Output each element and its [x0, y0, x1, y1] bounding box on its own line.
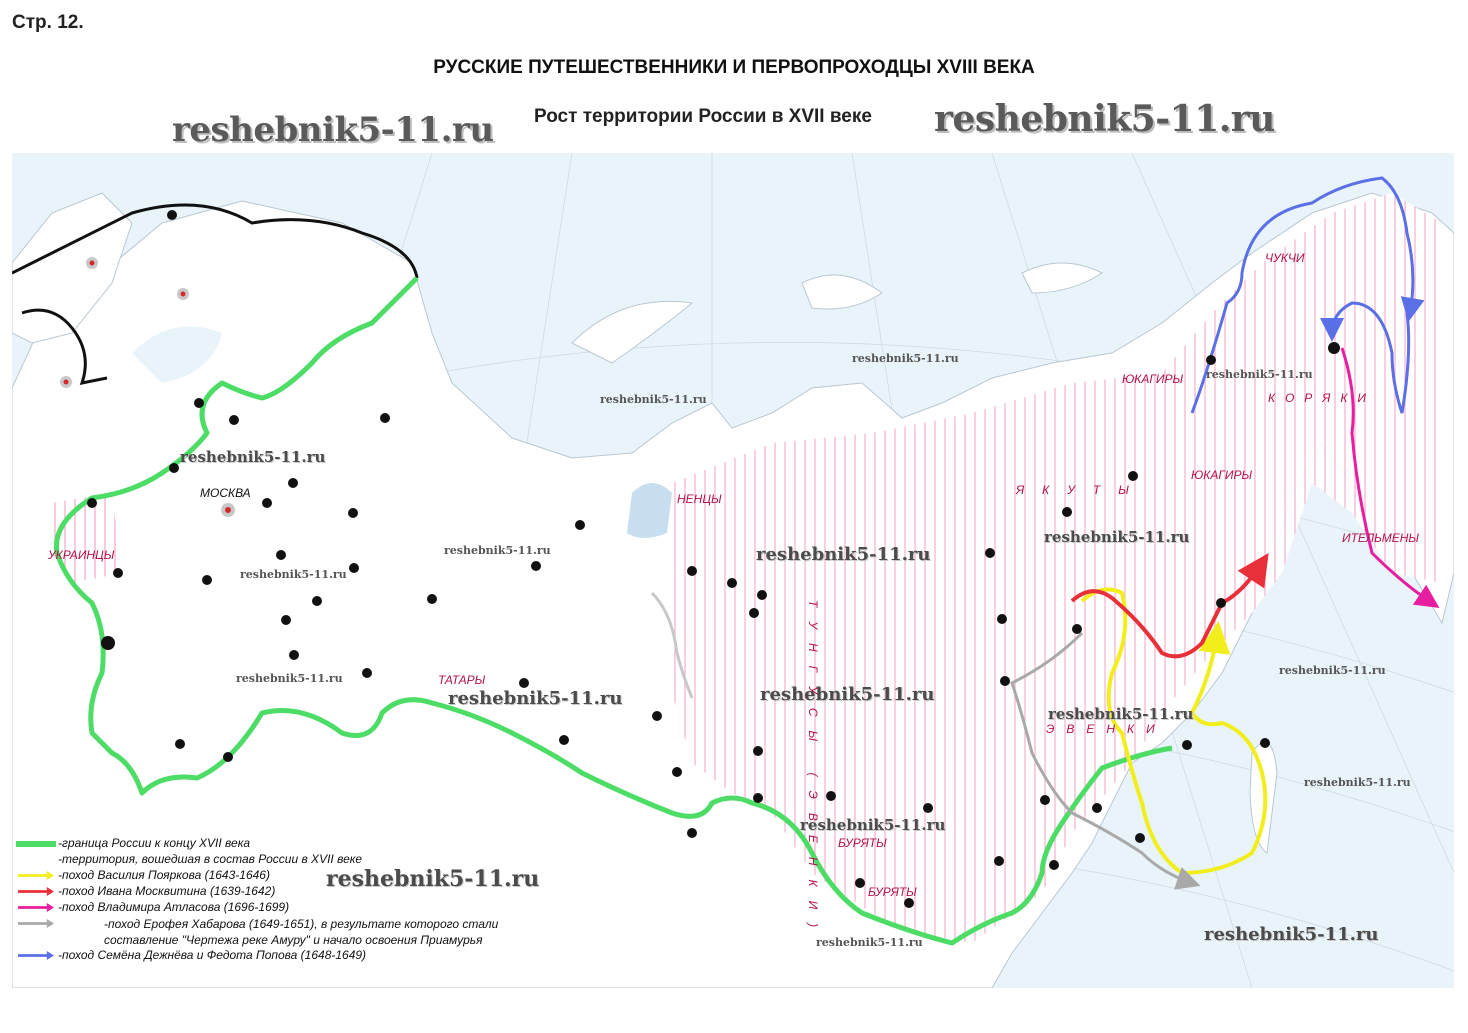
settlement-dot [427, 594, 437, 604]
legend-khabarov: -поход Ерофея Хабарова (1649-1651), в результате которого стали составление "Чертежа реке Амуру" и начало освоения Приамурья [12, 916, 532, 948]
legend-moskvitin: -поход Ивана Москвитина (1639-1642) [12, 884, 532, 900]
settlement-dot [531, 561, 541, 571]
settlement-dot [169, 463, 179, 473]
label-yakuts: ЯКУТЫ [1016, 483, 1147, 497]
legend-swatch-border [16, 841, 56, 847]
settlement-dot [575, 520, 585, 530]
watermark: reshebnik5-11.ru [800, 816, 946, 834]
watermark: reshebnik5-11.ru [1044, 528, 1190, 546]
settlement-dot [923, 803, 933, 813]
watermark: reshebnik5-11.ru [448, 688, 623, 709]
watermark: reshebnik5-11.ru [852, 352, 959, 365]
watermark: reshebnik5-11.ru [600, 393, 707, 406]
settlement-dot [652, 711, 662, 721]
legend-arrow-atlasov [16, 903, 56, 912]
settlement-dot [687, 566, 697, 576]
settlement-dot [1216, 598, 1226, 608]
label-koryaks: КОРЯКИ [1268, 391, 1376, 405]
legend-dezhnev: -поход Семёна Дежнёва и Федота Попова (1648-1649) [12, 948, 532, 964]
settlement-dot [312, 596, 322, 606]
settlement-dot [101, 636, 115, 650]
watermark: reshebnik5-11.ru [1204, 924, 1379, 945]
map-subtitle: Рост территории России в XVII веке [534, 106, 872, 127]
settlement-dot [1206, 355, 1216, 365]
settlement-dot [281, 615, 291, 625]
map-legend [12, 836, 532, 964]
page-label: Стр. 12. [12, 12, 84, 33]
watermark: reshebnik5-11.ru [1048, 705, 1194, 723]
settlement-dot [113, 568, 123, 578]
watermark: reshebnik5-11.ru [816, 936, 923, 949]
settlement-dot [1328, 342, 1340, 354]
moscow-marker [225, 507, 231, 513]
settlement-dot [753, 746, 763, 756]
label-itelmens: ИТЕЛЬМЕНЫ [1342, 531, 1419, 545]
settlement-dot [757, 590, 767, 600]
legend-atlasov: -поход Владимира Атласова (1696-1699) [12, 900, 532, 916]
settlement-dot [519, 678, 529, 688]
settlement-dot [687, 828, 697, 838]
settlement-dot [985, 548, 995, 558]
settlement-dot [727, 578, 737, 588]
label-moscow: МОСКВА [200, 486, 251, 500]
settlement-dot [202, 575, 212, 585]
label-yukagirs: ЮКАГИРЫ [1122, 372, 1184, 386]
settlement-dot [1135, 833, 1145, 843]
settlement-dot [1000, 676, 1010, 686]
label-buryats: БУРЯТЫ [838, 836, 887, 850]
settlement-dot [1049, 860, 1059, 870]
settlement-dot [1182, 740, 1192, 750]
label-yukagirs: ЮКАГИРЫ [1191, 468, 1253, 482]
label-evenks: ЭВЕНКИ [1046, 722, 1167, 736]
settlement-dot [289, 650, 299, 660]
settlement-dot [262, 498, 272, 508]
settlement-dot [997, 614, 1007, 624]
settlement-dot [167, 210, 177, 220]
settlement-dot [749, 608, 759, 618]
settlement-dot [362, 668, 372, 678]
settlement-dot [855, 878, 865, 888]
settlement-dot [559, 735, 569, 745]
settlement-dot [1040, 795, 1050, 805]
label-buryats: БУРЯТЫ [868, 885, 917, 899]
settlement-dot [223, 752, 233, 762]
settlement-dot [87, 498, 97, 508]
settlement-dot [1128, 471, 1138, 481]
label-ukrainians: УКРАИНЦЫ [48, 548, 115, 562]
legend-border: -граница России к концу XVII века [12, 836, 532, 852]
settlement-dot [826, 791, 836, 801]
legend-arrow-moskvitin [16, 887, 56, 896]
label-tungus: ТУНГУСЫ (ЭВЕНКИ) [806, 600, 820, 942]
watermark: reshebnik5-11.ru [444, 544, 551, 557]
label-nenets: НЕНЦЫ [677, 492, 722, 506]
settlement-dot [276, 550, 286, 560]
settlement-dot [994, 856, 1004, 866]
settlement-dot [672, 767, 682, 777]
settlement-dot [1092, 803, 1102, 813]
settlement-dot [1072, 624, 1082, 634]
settlement-dot [753, 793, 763, 803]
watermark: reshebnik5-11.ru [326, 866, 540, 892]
settlement-dot [288, 478, 298, 488]
watermark: reshebnik5-11.ru [934, 98, 1275, 140]
watermark: reshebnik5-11.ru [172, 110, 494, 150]
legend-poyarkov: -поход Василия Пояркова (1643-1646) [12, 868, 532, 884]
settlement-dot [194, 398, 204, 408]
settlement-dot [349, 563, 359, 573]
watermark: reshebnik5-11.ru [760, 684, 935, 705]
settlement-dot [1062, 507, 1072, 517]
legend-arrow-poyarkov [16, 871, 56, 880]
watermark: reshebnik5-11.ru [236, 672, 343, 685]
label-chukchi: ЧУКЧИ [1265, 251, 1305, 265]
watermark: reshebnik5-11.ru [240, 568, 347, 581]
watermark: reshebnik5-11.ru [1206, 368, 1313, 381]
watermark: reshebnik5-11.ru [1279, 664, 1386, 677]
settlement-dot [348, 508, 358, 518]
legend-arrow-dezhnev [16, 951, 56, 960]
settlement-dot [904, 898, 914, 908]
watermark: reshebnik5-11.ru [1304, 776, 1411, 789]
watermark: reshebnik5-11.ru [756, 544, 931, 565]
label-tatars: ТАТАРЫ [438, 673, 486, 687]
watermark: reshebnik5-11.ru [180, 448, 326, 466]
settlement-dot [175, 739, 185, 749]
legend-annexed: -территория, вошедшая в состав России в XVII веке [58, 852, 363, 866]
settlement-dot [229, 415, 239, 425]
legend-arrow-khabarov [16, 919, 56, 928]
settlement-dot [1260, 738, 1270, 748]
settlement-dot [380, 413, 390, 423]
page-title: РУССКИЕ ПУТЕШЕСТВЕННИКИ И ПЕРВОПРОХОДЦЫ XVIII ВЕКА [433, 57, 1035, 78]
